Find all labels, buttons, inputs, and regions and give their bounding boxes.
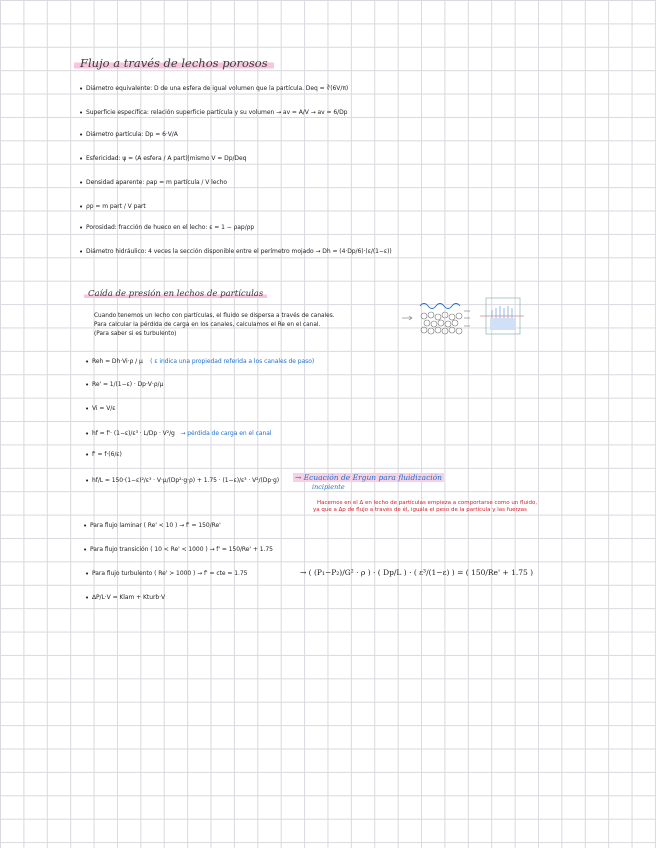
pressure-drop-line: • ∆P/L·V = Klam + Kturb·V — [92, 594, 165, 601]
ergun-label: → Ecuación de Ergun para fluidización — [295, 473, 443, 482]
flow-regime-line: • Para flujo transición ( 10 < Re' < 1000 ) → f' = 150/Re' + 1.75 — [90, 546, 273, 553]
note-line: • ρp = m part / V part — [86, 203, 146, 210]
note-line: • Diámetro hidráulico: 4 veces la sección disponible entre el perímetro mojado → Dh = (4·Dp/6)·(ε/(1−ε)) — [86, 248, 392, 255]
blue-note: → pérdida de carga en el canal — [180, 430, 272, 437]
note-line: • Densidad aparente: ρap = m partícula / V lecho — [86, 179, 227, 186]
paragraph-line: Para calcular la pérdida de carga en los canales, calculamos el Re en el canal. — [94, 322, 321, 328]
note-line: • Porosidad: fracción de hueco en el lecho: ε = 1 − ρap/ρp — [86, 224, 254, 231]
red-note: Hacemos en el ∆ en lecho de partículas empieza a comportarse como un fluido, — [317, 500, 538, 506]
flow-regime-line: • Para flujo turbulento ( Re' > 1000 ) → f' = cte = 1.75 — [92, 570, 247, 577]
formula-line: • f' = f·(6/ε) — [92, 451, 122, 458]
flow-regime-line: • Para flujo laminar ( Re' < 10 ) → f' = 150/Re' — [90, 522, 221, 529]
page-title: Flujo a través de lechos porosos — [74, 56, 274, 70]
formula-line: • Reh = Dh·Vi·ρ / μ ( ε indica una propiedad referida a los canales de paso) — [92, 358, 314, 365]
formula-line: • Re' = 1/(1−ε) · Dp·V·ρ/μ — [92, 381, 163, 388]
formula-line: • Vi = V/ε — [92, 405, 115, 412]
note-line: • Superficie específica: relación superficie partícula y su volumen → av = A/V → av = 6/Dp — [86, 109, 347, 116]
formula-line: • hf = f'· (1−ε)/ε³ · L/Dp · V²/g → pérdida de carga en el canal — [92, 430, 271, 437]
section-subtitle: Caída de presión en lechos de partículas — [84, 289, 267, 299]
packed-bed-diagram — [400, 296, 528, 338]
paragraph-line: (Para saber si es turbulento) — [94, 331, 177, 337]
ergun-formula: • hf/L = 150·(1−ε)²/ε³ · V·μ/(Dp²·g·ρ) + 1.75 · (1−ε)/ε³ · V²/(Dp·g) — [92, 477, 279, 484]
red-note: ya que a ∆p de flujo a través de él, iguala el peso de la partícula y las fuerzas — [313, 507, 527, 513]
blue-note: ( ε indica una propiedad referida a los canales de paso) — [150, 358, 315, 365]
note-line: • Diámetro equivalente: D de una esfera de igual volumen que la partícula. Deq = ∛(6V/π) — [86, 85, 348, 92]
note-line: • Esfericidad: ψ = (A esfera / A part)|mismo V = Dp/Deq — [86, 155, 246, 162]
note-line: • Diámetro partícula: Dp = 6·V/A — [86, 131, 178, 138]
turbulent-formula: → ( (P₁−P₂)/G² · ρ ) · ( Dp/L ) · ( ε³/(1−ε) ) = ( 150/Re' + 1.75 ) — [300, 568, 534, 577]
ergun-label-2: incipiente — [312, 483, 345, 491]
paragraph-line: Cuando tenemos un lecho con partículas, el fluido se dispersa a través de canales. — [94, 313, 335, 319]
